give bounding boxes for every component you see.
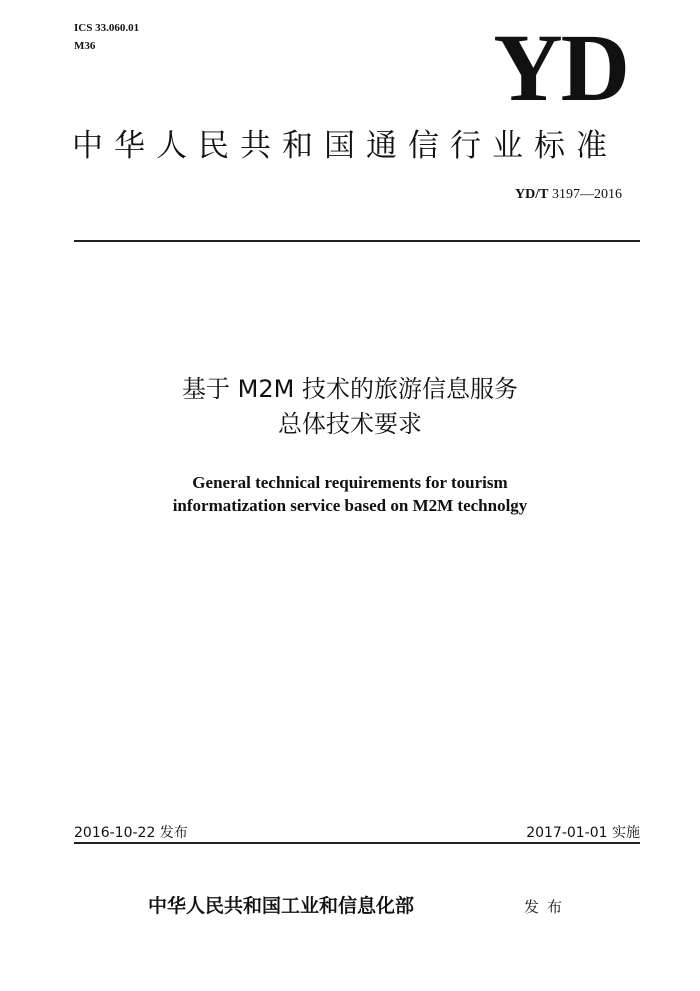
title-en-line1: General technical requirements for tourism xyxy=(192,473,508,492)
standard-prefix: YD/T xyxy=(515,187,549,202)
standard-category: 中华人民共和国通信行业标准 xyxy=(72,128,618,164)
standard-number: 3197—2016 xyxy=(552,187,622,202)
title-en-line2: informatization service based on M2M technolgy xyxy=(172,496,528,515)
classification-code: M36 xyxy=(74,40,96,52)
publish-date: 2016-10-22 发布 xyxy=(74,825,188,841)
title-zh-line1: 基于 M2M 技术的旅游信息服务 xyxy=(182,375,518,403)
title-zh-line2: 总体技术要求 xyxy=(278,410,422,438)
bottom-divider xyxy=(74,842,640,844)
publisher-name: 中华人民共和国工业和信息化部 xyxy=(148,895,415,917)
implement-date: 2017-01-01 实施 xyxy=(526,825,640,841)
standard-code xyxy=(440,186,622,204)
yd-logo: YD xyxy=(493,14,628,121)
top-divider xyxy=(74,240,640,242)
ics-code: ICS 33.060.01 xyxy=(74,22,140,34)
publish-label: 发布 xyxy=(524,898,571,916)
